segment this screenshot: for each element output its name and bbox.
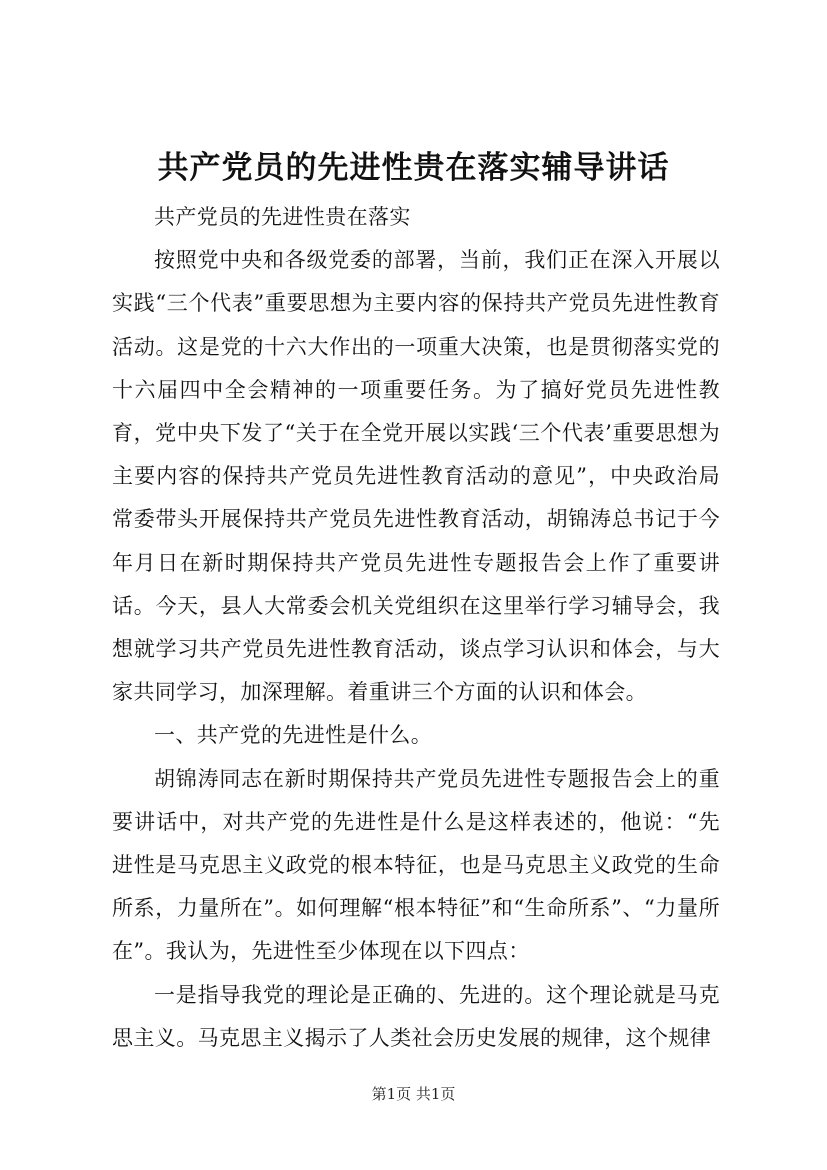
document-title: 共产党员的先进性贵在落实辅导讲话 [157, 150, 670, 186]
paragraph-subtitle: 共产党员的先进性贵在落实 [154, 205, 411, 229]
page-footer: 第1页 共1页 [371, 1085, 456, 1103]
paragraph-intro: 按照党中央和各级党委的部署，当前，我们正在深入开展以实践“三个代表”重要思想为主要内容的保持共产党员先进性教育活动。这是党的十六大作出的一项重大决策，也是贯彻落实党的十六届四中全会精神的一项重要任务。为了搞好党员先进性教育，党中央下发了“关于在全党开展以实践‘三个代表’重要思想为主要内容的保持共产党员先进性教育活动的意见”，中央政治局常委带头开展保持共产党员先进性教育活动，胡锦涛总书记于今年月日在新时期保持共产党员先进性专题报告会上作了重要讲话。今天，县人大常委会机关党组织在这里举行学习辅导会，我想就学习共产党员先进性教育活动，谈点学习认识和体会，与大家共同学习，加深理解。着重讲三个方面的认识和体会。 [112, 248, 720, 705]
paragraph-section-1: 胡锦涛同志在新时期保持共产党员先进性专题报告会上的重要讲话中，对共产党的先进性是什么是这样表述的，他说：“先进性是马克思主义政党的根本特征，也是马克思主义政党的生命所系，力量所在”。如何理解“根本特征”和“生命所系”、“力量所在”。我认为，先进性至少体现在以下四点： [112, 766, 720, 964]
document-body [112, 196, 720, 1060]
paragraph-point-1: 一是指导我党的理论是正确的、先进的。这个理论就是马克思主义。马克思主义揭示了人类社会历史发展的规律，这个规律 [112, 982, 720, 1050]
section-heading-1: 一、共产党的先进性是什么。 [154, 723, 433, 748]
